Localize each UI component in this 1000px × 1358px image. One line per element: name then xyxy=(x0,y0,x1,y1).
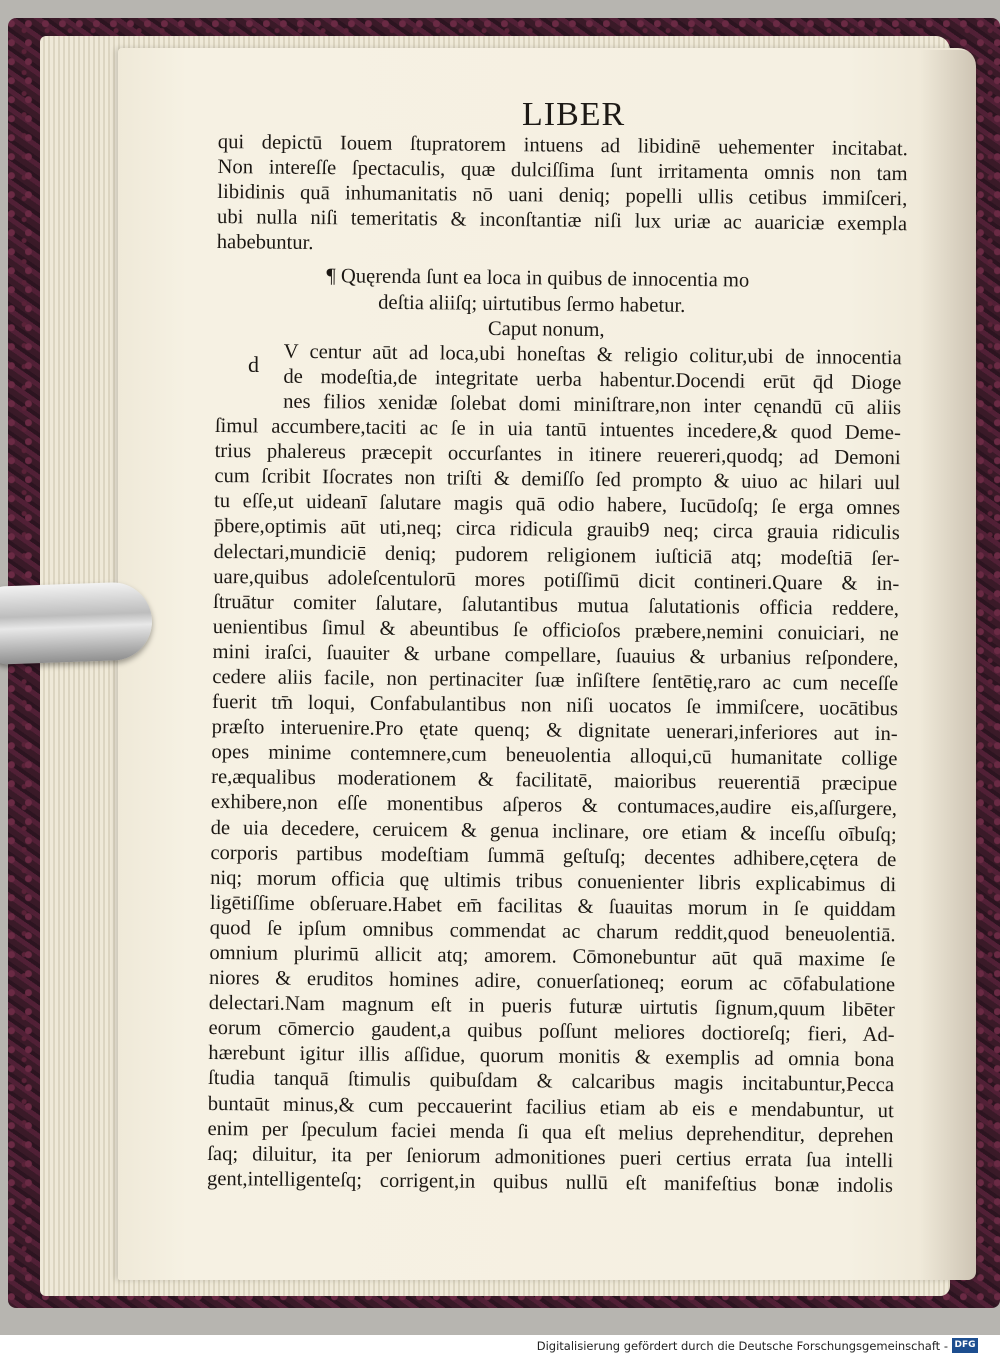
text-line: ſaq; diluitur, ita per ſeniorum admonitiones pueri certius errata ſua intelli xyxy=(207,1142,894,1172)
text-line: nes filios xenidæ ſolebat domi miniſtrare,non inter cęnandū cū aliis xyxy=(283,390,902,420)
text-line: opes minime contemnere,cum beneuolentia alloqui,cū humanitate collige xyxy=(211,741,898,771)
text-line: mini iraſci, ſuauiter & urbane compellare, ſuauius & urbanius reſpondere, xyxy=(212,640,899,671)
text-line: hærebunt igitur illis aſſidue, quorum monitis & exemplis ad omnia bona xyxy=(208,1042,895,1072)
glass-page-weight xyxy=(0,581,153,665)
text-line: delectari,mundiciē deniq; pudorem religionem iuſticiā atq; modeſtiā ſer- xyxy=(213,540,900,570)
chapter-body xyxy=(207,339,916,1199)
text-line: uenientibus ſimul & abeuntibus ſe officioſos præbere,nemini conuiciari, ne xyxy=(212,615,899,645)
text-line: omnium plurimū allicit atq; amorem. Cōmonebuntur aūt quā maxime ſe xyxy=(209,941,896,972)
running-head: LIBER xyxy=(522,96,626,133)
text-line: quod ſe ipſum omnibus commendat ac charum reddit,quod beneuolentiā. xyxy=(209,916,896,947)
text-line: niores & eruditos homines adire, conuerſationeq; eorum ac cōfabulatione xyxy=(209,967,896,997)
chapter-heading: deſtia aliiſq; uirtutibus ſermo habetur. xyxy=(378,291,686,317)
text-line: enim per ſpeculum faciei menda ſi qua eſt melius deprehenditur, deprehen xyxy=(207,1117,894,1147)
text-line: ſtruātur comiter ſalutare, ſalutantibus mutua ſalutationis officia reddere, xyxy=(212,590,900,620)
spine-shadow xyxy=(920,50,980,1280)
text-line: fuerit tm̄ loqui, Confabulantibus non niſi uocatos ſe immiſcere, uocātibus xyxy=(211,691,899,721)
text-line: p̄bere,optimis aūt uti,neq; circa ridicula grauib9 neq; circa grauia ridiculis xyxy=(213,515,900,545)
text-line: ſimul accumbere,taciti ac ſe in uia tantū intuentes incedere,& quod Deme- xyxy=(214,415,901,445)
text-line: habebuntur. xyxy=(216,231,314,255)
text-line: V centur aūt ad loca,ubi honeſtas & religio colitur,ubi de innocentia xyxy=(283,340,902,369)
text-line: re,æqualibus moderationem & facilitatē, maioribus reuerentiā præcipue xyxy=(211,766,898,796)
chapter-label: Caput nonum, xyxy=(487,317,605,341)
text-line: corporis partibus modeſtiam ſummā geſtuſq; decentes adhibere,cętera de xyxy=(210,841,897,871)
footer-bar xyxy=(0,1335,1000,1358)
text-line: de modeſtia,de integritate uerba habentur.Docendi erūt q̄d Dioge xyxy=(283,365,902,395)
text-line: cum ſcribit Iſocrates non triſti & demiſſo ſed prompto & uiuo ac hilari uul xyxy=(214,465,901,495)
text-line: trius phalereus præcepit occurſantes in itinere reuereri,quodq; ad Demoni xyxy=(214,440,901,470)
text-line: de uia decedere, ceruicem & genua inclinare, ore etiam & inceſſu oībuſq; xyxy=(210,816,897,846)
dfg-logo-icon: DFG xyxy=(952,1338,978,1353)
text-line: uare,quibus adoleſcentulorū mores potiſſimū dicit contineri.Quare & in- xyxy=(213,565,900,595)
chapter-heading: ¶ Quęrenda ſunt ea loca in quibus de innocentia mo xyxy=(326,265,750,293)
marginal-letter: d xyxy=(248,352,259,377)
footer-credit: Digitalisierung gefördert durch die Deutsche Forschungsgemeinschaft - xyxy=(536,1339,948,1353)
text-block xyxy=(207,130,918,1199)
text-line: buntaūt minus,& cum peccauerint facilius etiam ab eis e mendabuntur, ut xyxy=(207,1092,894,1122)
text-line: ſtudia tanquā ſtimulis quibuſdam & calcaribus magis incitabuntur,Pecca xyxy=(207,1067,895,1097)
text-line: ligētiſſime obſeruare.Habet em̄ facilitas & ſuauitas morum in ſe quiddam xyxy=(209,891,896,921)
text-line: eorum cōmercio gaudent,a quibus poſſunt meliores doctioreſq; fieri, Ad- xyxy=(208,1017,895,1047)
text-line: delectari.Nam magnum eſt in pueris futuræ uirtutis ſignum,quum libēter xyxy=(208,992,895,1022)
text-line: gent,intelligenteſq; corrigent,in quibus nullū eſt manifeſtius bonæ indolis xyxy=(206,1167,894,1197)
text-line: ubi nulla niſi temeritatis & inconſtantiæ niſi lux uriæ ac auariciæ exempla xyxy=(216,206,908,236)
text-line: niq; morum officia quę ultimis tribus conuenienter libris explicabimus di xyxy=(210,866,897,896)
text-line: exhibere,non eſſe monentibus aſperos & contumaces,audire eis,aſſurgere, xyxy=(210,791,898,821)
text-line: Non intereſſe ſpectaculis, quæ dulciſſima ſunt irritamenta omnis non tam xyxy=(217,156,908,186)
text-line: cedere aliis facile, non pertinaciter ſuæ inſiſtere ſentētię,raro ac cum neceſſe xyxy=(212,665,899,696)
text-line: tu eſſe,ut uideanī ſalutare magis quā odio habere, Iucūdoſq; ſe erga omnes xyxy=(213,490,901,520)
text-line: præſto interuenire.Pro ętate quenq; & dignitate uenerari,inferiores aut in- xyxy=(211,716,898,746)
text-line: qui depictū Iouem ſtupratorem intuens ad libidinē uehementer incitabat. xyxy=(217,130,908,161)
text-line: libidinis quā inhumanitatis nō uani deniq; popelli ullis cetibus immiſceri, xyxy=(217,181,908,211)
